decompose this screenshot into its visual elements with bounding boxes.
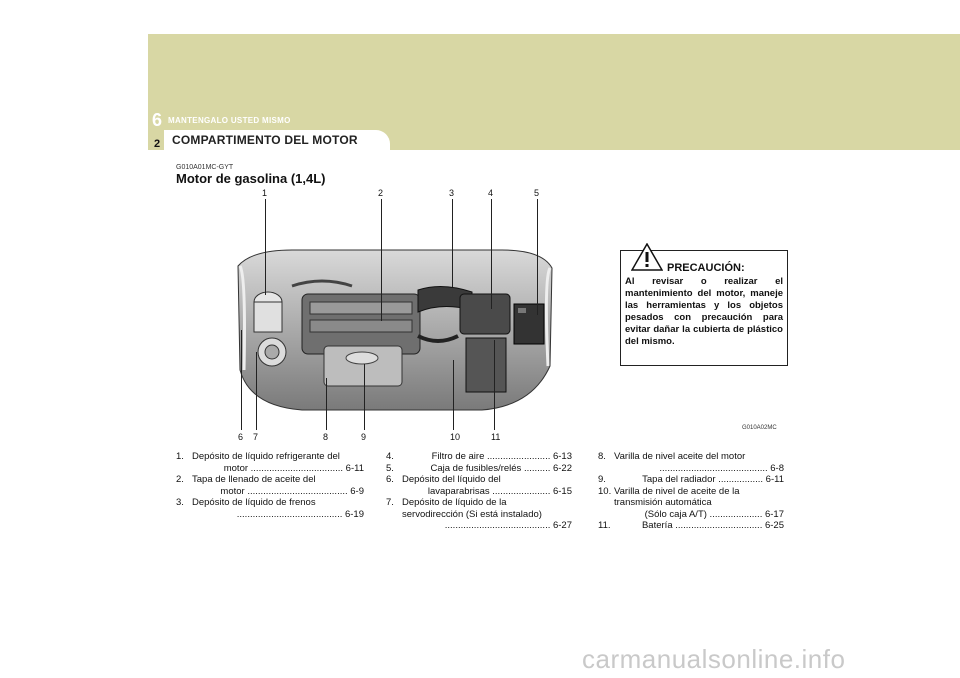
- callout-11: 11: [491, 432, 501, 442]
- list-item: 9. Tapa del radiador ................. 6-11: [598, 474, 784, 485]
- chapter-number: 6: [152, 110, 163, 130]
- callout-5: 5: [534, 188, 540, 198]
- caution-title: PRECAUCIÓN:: [667, 262, 745, 274]
- header-divider: [148, 150, 960, 154]
- callout-4: 4: [488, 188, 494, 198]
- leader-line-11: [494, 340, 495, 430]
- leader-line-9: [364, 364, 365, 430]
- list-item: 10. Varilla de nivel de aceite de la transmisión automática (Sólo caja A/T) .................... 6-17: [598, 485, 784, 520]
- callout-3: 3: [449, 188, 455, 198]
- leader-line-1: [265, 199, 266, 295]
- leader-line-2: [381, 199, 382, 321]
- leader-line-6: [241, 330, 242, 430]
- figure-title: Motor de gasolina (1,4L): [176, 171, 326, 186]
- callout-2: 2: [378, 188, 384, 198]
- list-item: 6. Depósito del líquido del lavaparabrisas ...................... 6-15: [386, 474, 572, 497]
- list-item: 8. Varilla de nivel aceite del motor ......................................... 6-8: [598, 451, 784, 474]
- parts-list-col1: [176, 451, 364, 520]
- watermark: carmanualsonline.info: [582, 644, 846, 674]
- figure-code: G010A01MC-GYT: [176, 164, 234, 171]
- list-item: 2. Tapa de llenado de aceite del motor ...................................... 6-9: [176, 474, 364, 497]
- chapter-title: MANTENGALO USTED MISMO: [168, 116, 291, 125]
- callout-8: 8: [323, 432, 329, 442]
- page-number: 2: [154, 138, 161, 150]
- list-item: 5. Caja de fusibles/relés .......... 6-22: [386, 462, 572, 474]
- leader-line-7: [256, 352, 257, 430]
- warning-icon: [631, 243, 663, 276]
- list-item: 7. Depósito de líquido de la servodirección (Si está instalado) ........................................ 6-27: [386, 497, 572, 531]
- caution-text: Al revisar o realizar el mantenimiento del motor, maneje las herramientas y los objetos pesados con precaución para evitar dañar la cubierta de plástico del mismo.: [625, 276, 783, 347]
- caution-box: [620, 250, 788, 366]
- engine-compartment-illustration: [232, 246, 558, 414]
- caution-code: G010A02MC: [742, 425, 777, 431]
- section-title: COMPARTIMENTO DEL MOTOR: [172, 133, 358, 147]
- parts-list-col2: [386, 451, 572, 532]
- leader-line-10: [453, 360, 454, 430]
- callout-9: 9: [361, 432, 367, 442]
- leader-line-8: [326, 378, 327, 430]
- leader-line-3: [452, 199, 453, 287]
- list-item: 4. Filtro de aire ........................ 6-13: [386, 451, 572, 462]
- list-item: 3. Depósito de líquido de frenos ........................................ 6-19: [176, 497, 364, 520]
- callout-10: 10: [450, 432, 461, 442]
- list-item: 1. Depósito de líquido refrigerante del motor ................................... 6-11: [176, 451, 364, 474]
- list-item: 11. Batería ................................. 6-25: [598, 520, 784, 531]
- callout-1: 1: [262, 188, 268, 198]
- parts-list-col3: [598, 451, 784, 532]
- leader-line-5: [537, 199, 538, 315]
- callout-7: 7: [253, 432, 259, 442]
- leader-line-4: [491, 199, 492, 309]
- callout-6: 6: [238, 432, 244, 442]
